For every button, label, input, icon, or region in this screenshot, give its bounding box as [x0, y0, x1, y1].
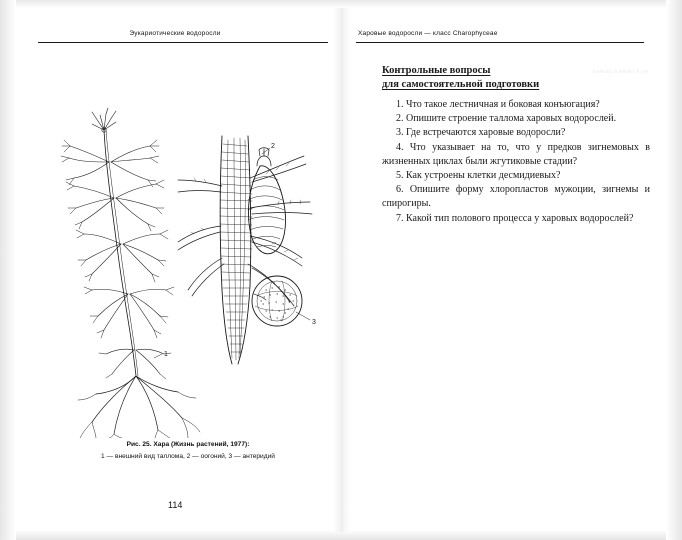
svg-text:2: 2: [271, 143, 275, 150]
questions-list: [382, 98, 650, 226]
question-item: 2. Опишите строение таллома харовых водорослей.: [396, 113, 617, 125]
page-top-edge: [0, 0, 682, 8]
question-item: 7. Какой тип полового процесса у харовых водорослей?: [396, 212, 634, 224]
book-gutter: [333, 8, 351, 532]
question-item: 6. Опишите форму хлоропластов мужоции, зигнемы и спирогиры.: [382, 184, 650, 210]
figure-chara-illustration: [26, 58, 332, 438]
section-heading-line-1: Контрольные вопросы: [382, 65, 491, 76]
page-left-edge: [0, 0, 16, 540]
section-heading-line-2: для самостоятельной подготовки: [382, 79, 540, 90]
left-header-rule: [38, 42, 328, 43]
section-heading: [382, 64, 650, 92]
figure-caption-legend: 1 — внешний вид таллома, 2 — оогоний, 3 — антеридий: [101, 453, 275, 460]
right-running-head: Харовые водоросли — класс Charophyceae: [358, 30, 498, 37]
figure-caption-title: Рис. 25. Хара (Жизнь растений, 1977):: [126, 441, 250, 448]
left-page: [16, 8, 334, 532]
figure-caption: [68, 440, 308, 462]
svg-text:3: 3: [312, 319, 316, 326]
right-header-rule: [356, 42, 644, 43]
page-right-edge: [666, 0, 682, 540]
control-questions-section: [382, 64, 650, 226]
question-item: 3. Где встречаются харовые водоросли?: [396, 127, 566, 139]
question-item: 4. Что указывает на то, что у предков зигнемовых в жизненных циклах были жгутиковые стадии?: [382, 141, 650, 167]
svg-text:1: 1: [164, 351, 168, 358]
left-running-head: Эукариотические водоросли: [129, 30, 221, 37]
question-item: 1. Что такое лестничная и боковая конъюгация?: [396, 99, 600, 110]
right-page: [350, 8, 666, 532]
bleed-through-text: но а также в разных: [592, 69, 648, 75]
page-number-left: 114: [168, 500, 183, 510]
question-item: 5. Как устроены клетки десмидиевых?: [396, 170, 561, 182]
